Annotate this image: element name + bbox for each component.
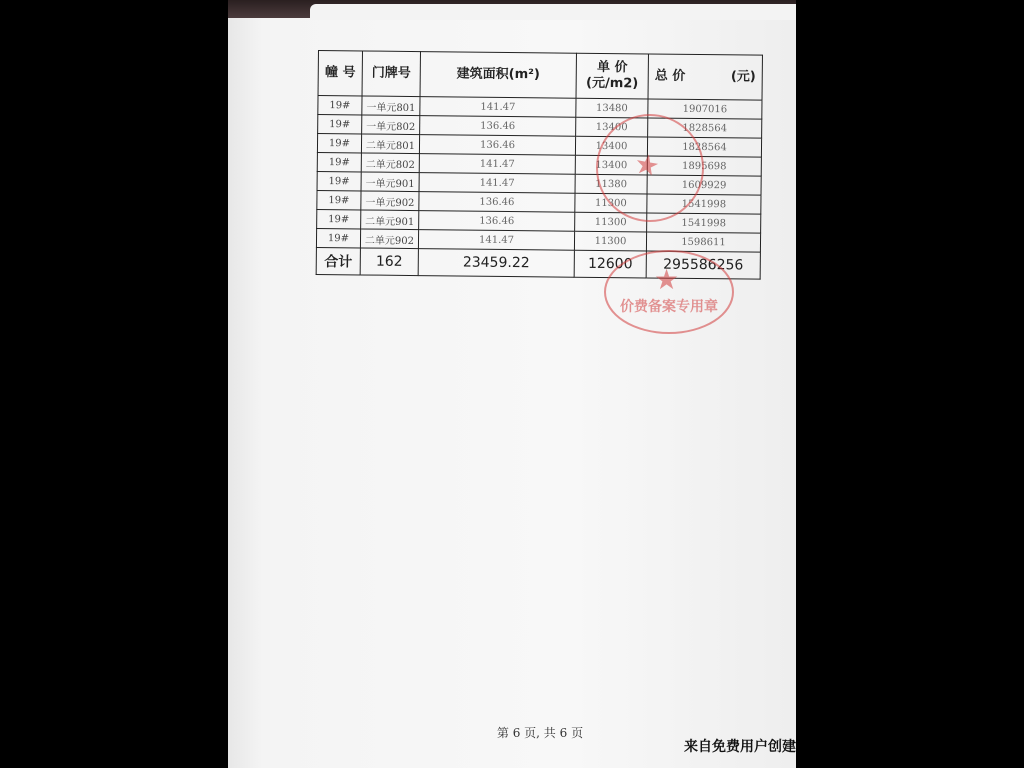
- cell-unit-price: 11380: [575, 174, 647, 194]
- cell-building: 19#: [317, 209, 361, 228]
- watermark: 来自免费用户创建: [684, 739, 796, 755]
- header-total-label: 总 价: [654, 68, 686, 84]
- header-door: 门牌号: [362, 51, 420, 97]
- cell-area: 136.46: [419, 135, 575, 156]
- cell-total: 1907016: [648, 99, 762, 119]
- cell-area: 136.46: [420, 116, 576, 137]
- cell-unit-price: 13400: [575, 136, 647, 156]
- summary-unit-price: 12600: [574, 250, 646, 278]
- cell-total: 1541998: [647, 213, 761, 233]
- cell-door: 二单元802: [361, 153, 419, 173]
- cell-unit-price: 13400: [576, 117, 648, 137]
- cell-building: 19#: [316, 228, 360, 247]
- cell-door: 一单元801: [362, 96, 420, 116]
- cell-total: 1828564: [648, 118, 762, 138]
- summary-label: 合计: [316, 247, 360, 274]
- cell-door: 二单元901: [361, 210, 419, 230]
- header-total-unit: (元): [730, 69, 756, 85]
- header-unit-price-line2: (元/m2): [585, 75, 639, 92]
- cell-unit-price: 13400: [575, 155, 647, 175]
- cell-building: 19#: [317, 152, 361, 171]
- cell-area: 141.47: [419, 154, 575, 175]
- cell-total: 1609929: [647, 175, 761, 195]
- cell-unit-price: 11300: [575, 212, 647, 232]
- cell-area: 141.47: [418, 230, 574, 251]
- cell-unit-price: 11300: [575, 193, 647, 213]
- cell-total: 1895698: [647, 156, 761, 176]
- seal-star-icon: ★: [631, 146, 663, 184]
- cell-door: 一单元802: [362, 115, 420, 135]
- cell-total: 1541998: [647, 194, 761, 214]
- cell-unit-price: 13480: [576, 98, 648, 118]
- cell-door: 二单元801: [361, 134, 419, 154]
- page-footer: 第 6 页, 共 6 页: [496, 726, 584, 740]
- cell-building: 19#: [317, 171, 361, 190]
- cell-door: 一单元902: [361, 191, 419, 211]
- cell-door: 二单元902: [360, 229, 418, 249]
- cell-unit-price: 11300: [574, 231, 646, 251]
- summary-area: 23459.22: [418, 249, 574, 278]
- cell-building: 19#: [318, 115, 362, 134]
- header-unit-price: [576, 53, 648, 99]
- header-unit-price-line1: 单 价: [596, 59, 628, 76]
- page-fold: [310, 4, 796, 20]
- summary-total: 295586256: [646, 251, 760, 279]
- header-total-price: [648, 54, 762, 100]
- header-building: 幢 号: [318, 51, 362, 96]
- header-area: 建筑面积(m²): [420, 52, 576, 99]
- seal-text: 价费备案专用章: [620, 299, 718, 315]
- cell-area: 136.46: [419, 211, 575, 232]
- official-seal-oval: [604, 250, 734, 334]
- cell-building: 19#: [318, 96, 362, 115]
- cell-building: 19#: [317, 190, 361, 209]
- seal-star-icon: ★: [654, 263, 680, 296]
- table-header-row: [318, 51, 762, 101]
- cell-door: 一单元901: [361, 172, 419, 192]
- summary-count: 162: [360, 248, 418, 276]
- cell-building: 19#: [317, 134, 361, 153]
- cell-total: 1598611: [646, 232, 760, 252]
- cell-area: 141.47: [419, 173, 575, 194]
- cell-total: 1828564: [647, 137, 761, 157]
- cell-area: 141.47: [420, 97, 576, 118]
- cell-area: 136.46: [419, 192, 575, 213]
